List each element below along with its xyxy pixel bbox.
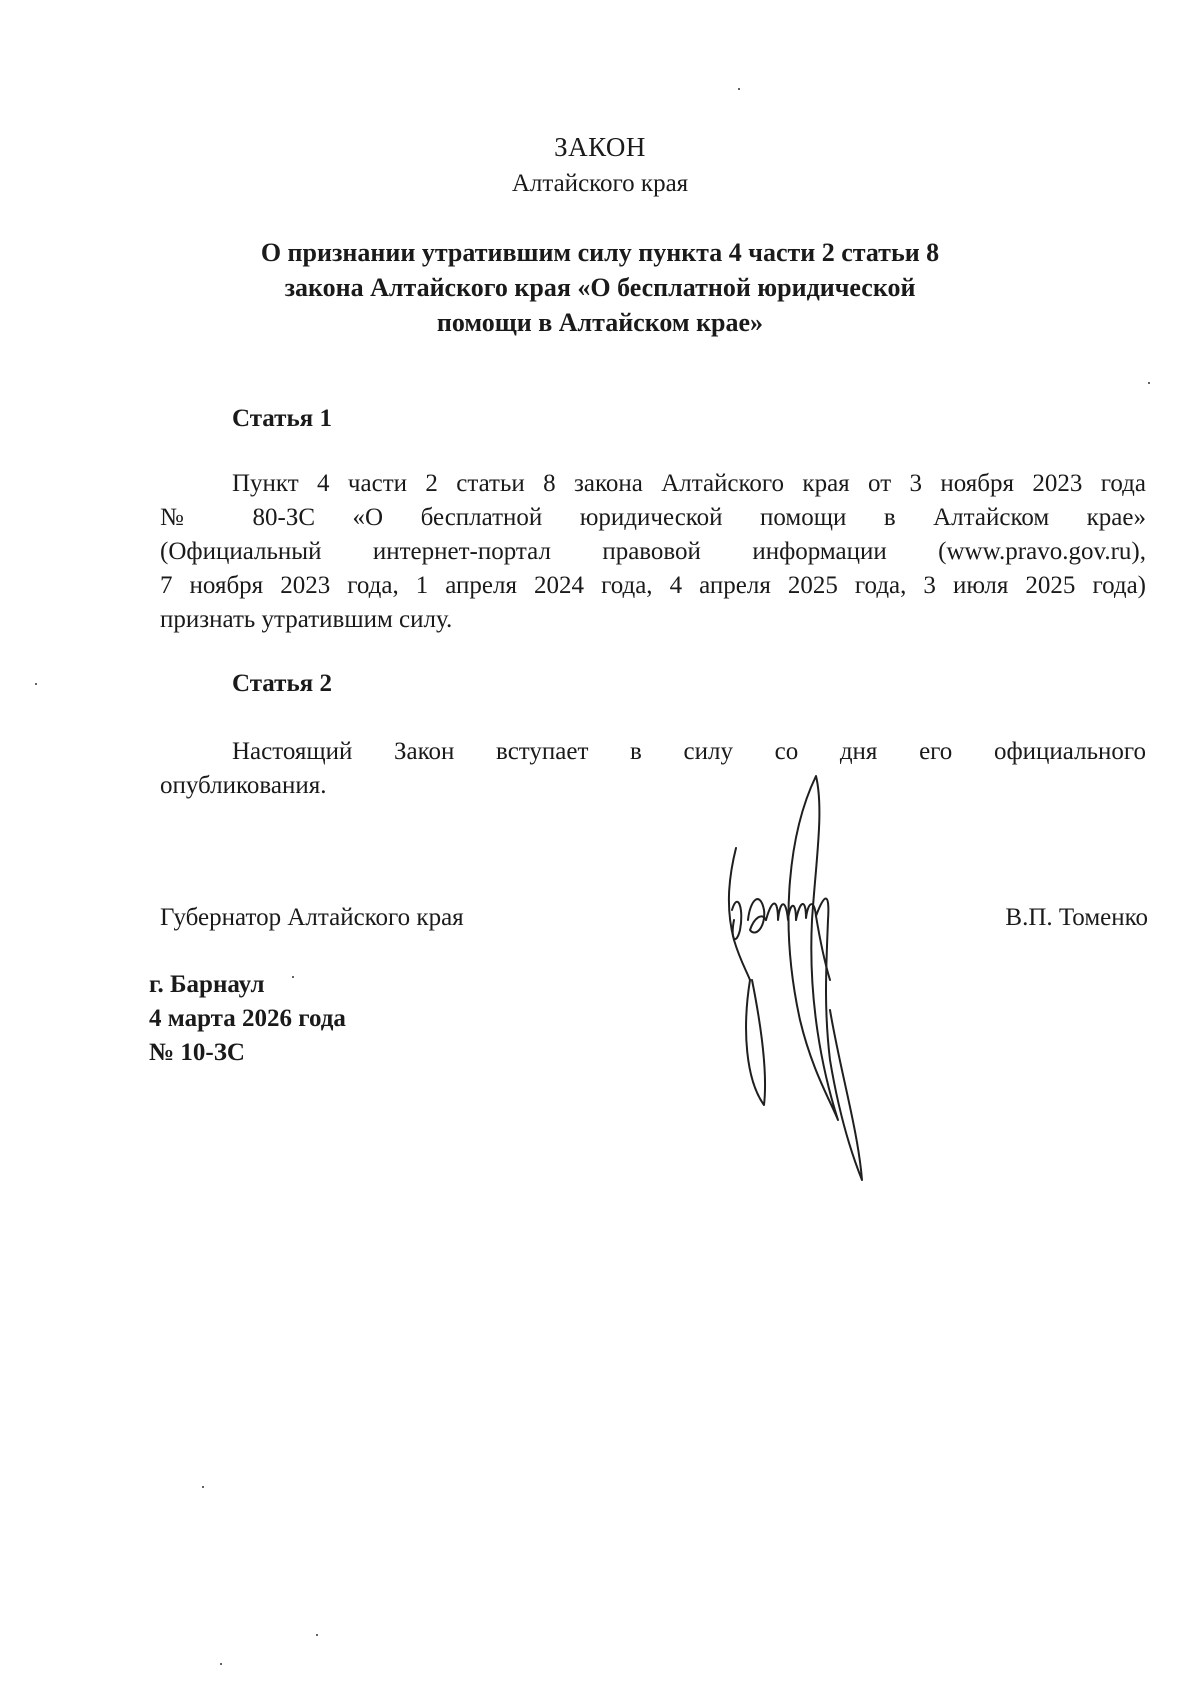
scan-speck bbox=[316, 1634, 318, 1636]
article-2-heading: Статья 2 bbox=[232, 670, 332, 697]
law-type: ЗАКОН bbox=[554, 132, 646, 162]
signatory-position: Губернатор Алтайского края bbox=[160, 904, 464, 931]
article-1-line: признать утратившим силу. bbox=[160, 606, 453, 633]
document-footer bbox=[149, 968, 346, 1070]
scan-speck bbox=[292, 976, 294, 978]
article-1-heading: Статья 1 bbox=[232, 405, 332, 432]
law-title bbox=[0, 235, 1200, 340]
footer-number: № 10-ЗС bbox=[149, 1039, 245, 1066]
article-1-line: № 80-ЗС «О бесплатной юридической помощи в Алтайском крае» bbox=[160, 504, 1146, 531]
article-2-line: Настоящий Закон вступает в силу со дня его официального bbox=[232, 738, 1146, 765]
scan-speck bbox=[1148, 382, 1150, 384]
scan-speck bbox=[35, 683, 37, 685]
article-2-text bbox=[160, 735, 1146, 803]
signatory-name: В.П. Томенко bbox=[1005, 904, 1148, 931]
law-title-line: закона Алтайского края «О бесплатной юридической bbox=[284, 273, 916, 302]
scan-speck bbox=[202, 1486, 204, 1488]
article-1-line: 7 ноября 2023 года, 1 апреля 2024 года, 4 апреля 2025 года, 3 июля 2025 года) bbox=[160, 572, 1146, 599]
article-2-line: опубликования. bbox=[160, 772, 327, 799]
article-1-line: (Официальный интернет-портал правовой информации (www.pravo.gov.ru), bbox=[160, 538, 1146, 565]
footer-city: г. Барнаул bbox=[149, 971, 265, 998]
handwritten-signature bbox=[720, 770, 920, 1190]
article-1-line: Пункт 4 части 2 статьи 8 закона Алтайского края от 3 ноября 2023 года bbox=[232, 470, 1146, 497]
scan-speck bbox=[738, 88, 740, 90]
scan-speck bbox=[220, 1663, 222, 1665]
law-title-line: помощи в Алтайском крае» bbox=[436, 308, 764, 337]
footer-date: 4 марта 2026 года bbox=[149, 1005, 346, 1032]
law-region: Алтайского края bbox=[511, 170, 689, 197]
article-1-text bbox=[160, 467, 1146, 637]
law-title-line: О признании утратившим силу пункта 4 части 2 статьи 8 bbox=[260, 238, 940, 267]
